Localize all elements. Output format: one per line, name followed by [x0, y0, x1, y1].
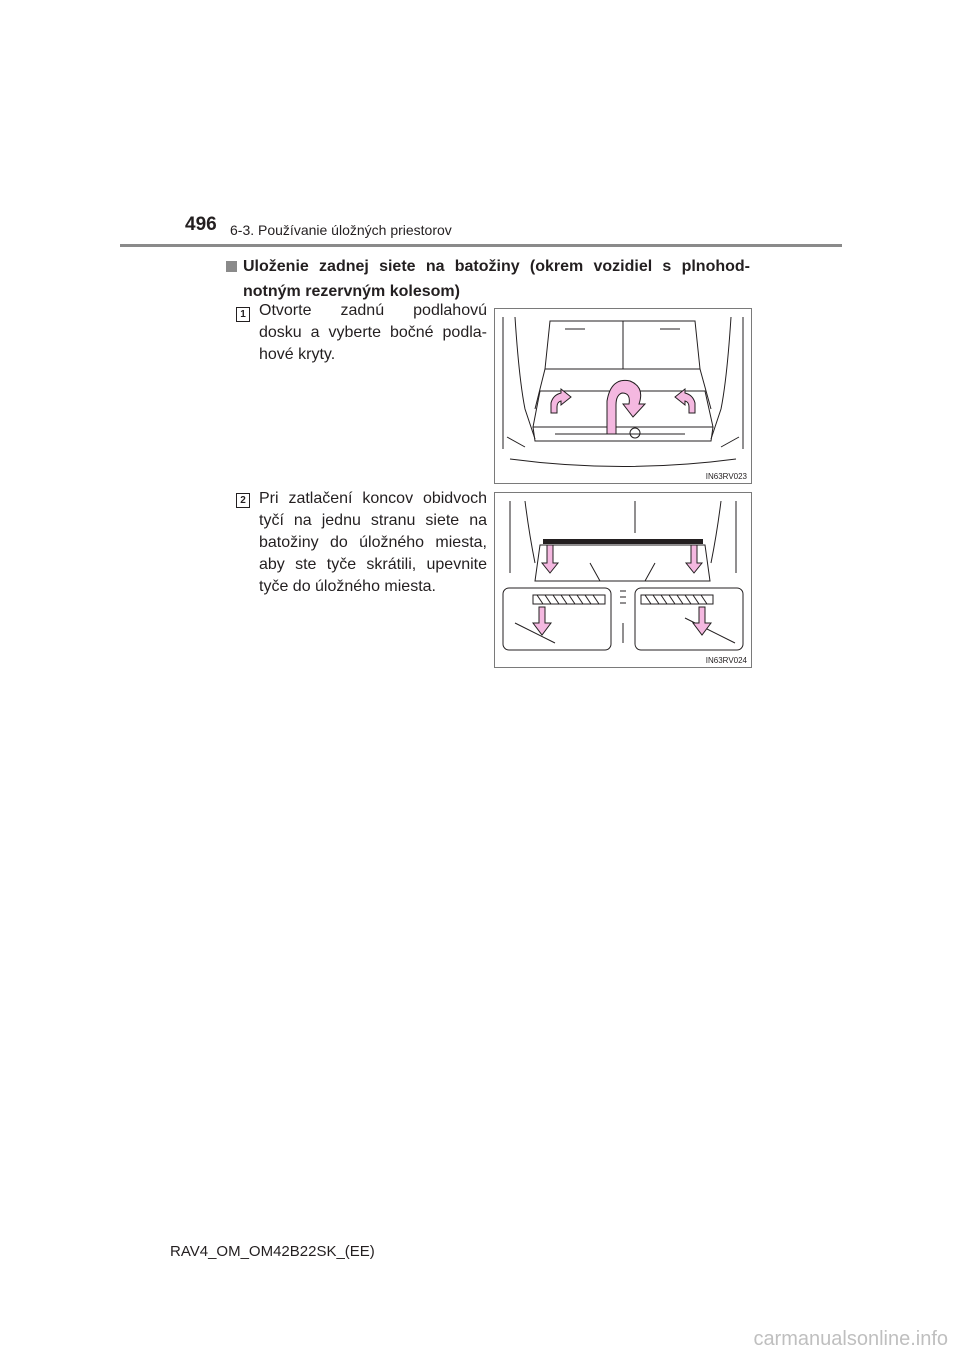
section-title: 6-3. Používanie úložných priestorov: [230, 222, 452, 238]
push-arrow-inset-left: [533, 607, 551, 635]
figure-1-code: IN63RV023: [705, 472, 747, 481]
heading-line-1: Uloženie zadnej siete na batožiny (okrem vozidiel s plnohod-: [243, 258, 750, 275]
push-arrow-top-right: [686, 545, 702, 573]
cargo-floor-illustration: [495, 309, 751, 483]
step-1-text: [259, 300, 487, 366]
push-arrow-top-left: [542, 545, 558, 573]
left-cover-arrow: [551, 389, 571, 413]
step-2-line: Pri zatlačení koncov obidvoch: [259, 490, 487, 507]
step-2-line: tyčí na jednu stranu siete na: [259, 512, 487, 529]
step-1-line: hové kryty.: [259, 346, 336, 363]
heading-line-2: notným rezervným kolesom): [243, 283, 460, 300]
watermark: carmanualsonline.info: [753, 1328, 948, 1350]
step-1-line: dosku a vyberte bočné podla-: [259, 324, 487, 341]
lift-floor-arrow: [607, 380, 645, 434]
step-2-line: aby ste tyče skrátili, upevnite: [259, 556, 487, 573]
figure-2: [494, 492, 752, 668]
step-2-line: batožiny do úložného miesta,: [259, 534, 487, 551]
figure-2-code: IN63RV024: [705, 656, 747, 665]
push-arrow-inset-right: [693, 607, 711, 635]
header-rule: [120, 244, 842, 247]
right-cover-arrow: [675, 389, 695, 413]
step-1-line: Otvorte zadnú podlahovú: [259, 302, 487, 319]
step-2-line: tyče do úložného miesta.: [259, 578, 436, 595]
step-2-badge: 2: [236, 493, 250, 508]
step-2-text: [259, 488, 487, 598]
step-1-badge: 1: [236, 307, 250, 322]
footer-document-code: RAV4_OM_OM42B22SK_(EE): [170, 1243, 375, 1260]
figure-1: [494, 308, 752, 484]
page-number: 496: [185, 214, 217, 235]
heading-bullet-icon: [226, 261, 237, 272]
cargo-net-storage-illustration: [495, 493, 751, 667]
